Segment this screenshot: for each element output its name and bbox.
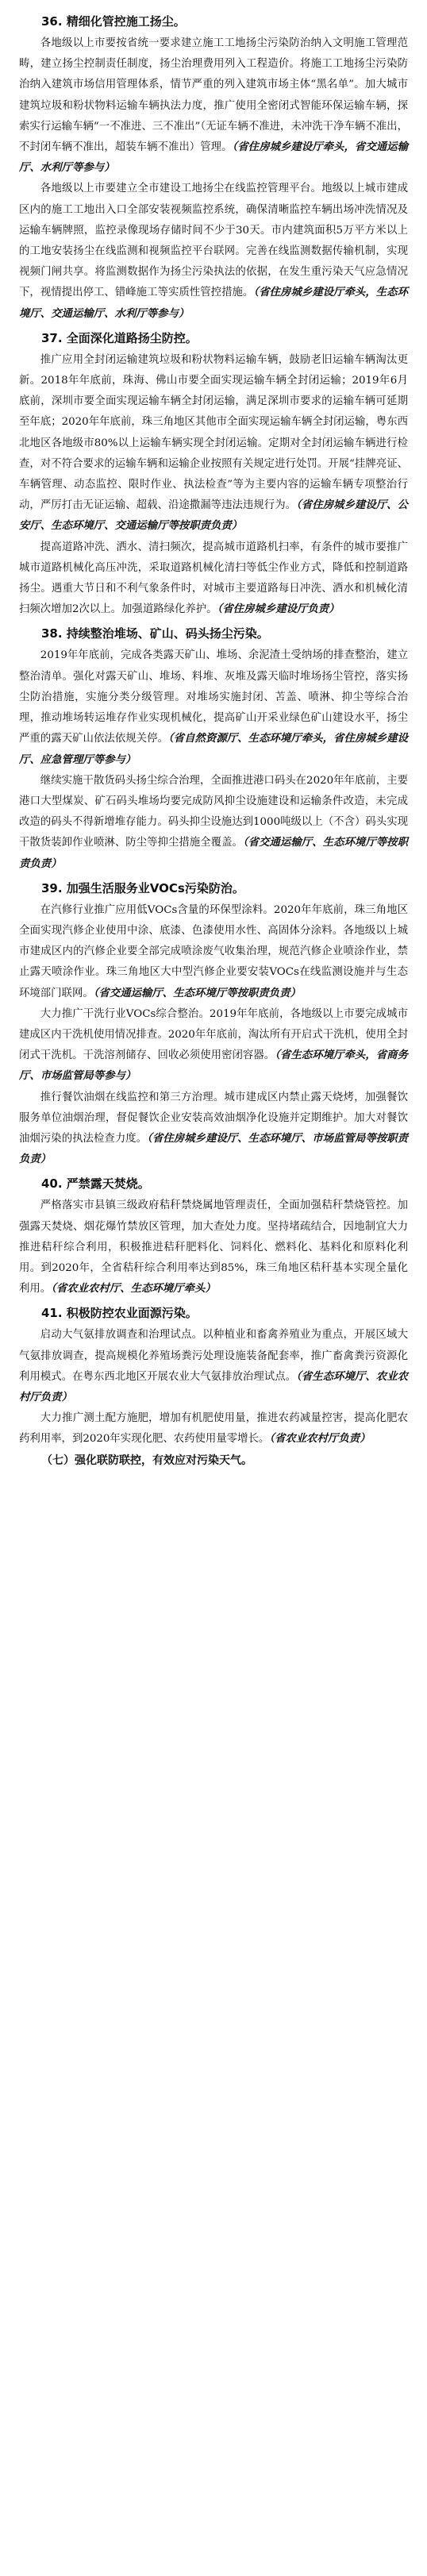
section-heading: 39. 加强生活服务业VOCs污染防治。 — [41, 880, 244, 895]
responsibility-note: （省住房城乡建设厅牵头，省交通运输厅、水利厅等参与） — [19, 141, 408, 175]
paragraph-text: 在汽修行业推广应用低VOCs含量的环保型涂料。2020年年底前，珠三角地区全面实现汽修企业使用中涂、底漆、色漆使用水性、高固体分涂料。各地级以上城市建成区内的汽修企业要全部完成喷涂废气收集治理，规范汽修企业喷涂作业，禁止露天喷涂作业。珠三角地区大中型汽修企业要安装VOCs在线监测设施并与生态环境部门联网。 — [19, 903, 408, 999]
paragraph-text: 严格落实市县镇三级政府秸秆禁烧属地管理责任，全面加强秸秆禁烧管控。加强露天焚烧、烟花爆竹禁放区管理，加大查处力度。坚持堵疏结合，因地制宜大力推进秸秆综合利用，积极推进秸秆肥料化、饲料化、燃料化、基料化和原料化利用。到2020年，全省秸秆综合利用率达到85%，珠三角地区秸秆基本实现全量化利用。 — [19, 1199, 408, 1296]
section-heading: 41. 积极防控农业面源污染。 — [41, 1306, 198, 1321]
responsibility-note: （省住房城乡建设厅负责） — [217, 603, 340, 616]
section-heading: 36. 精细化管控施工扬尘。 — [41, 14, 186, 29]
responsibility-note: （省生态环境厅、农业农村厅负责） — [19, 1370, 408, 1404]
responsibility-note: （省住房城乡建设厅、公安厅、生态环境厅、交通运输厅等按职责负责） — [19, 499, 408, 533]
body-paragraph — [19, 645, 408, 770]
paragraph-text: 提高道路冲洗、洒水、清扫频次，提高城市道路机扫率，有条件的城市要推广城市道路机械化高压冲洗，采取道路机械化清扫等低尘作业方式，降低和控制道路扬尘。遇重大节日和不利气象条件时，对城市主要道路每日冲洗、洒水和机械化清扫频次增加2次以上。加强道路绿化养护。 — [19, 541, 408, 616]
body-paragraph — [19, 1325, 408, 1408]
body-paragraph — [19, 1004, 408, 1088]
responsibility-note: （省自然资源厅、生态环境厅牵头，省住房城乡建设厅、应急管理厅等参与） — [19, 733, 408, 766]
body-paragraph — [19, 1088, 408, 1171]
body-paragraph — [19, 350, 408, 537]
chapter-subheading: （七）强化联防联控，有效应对污染天气。 — [41, 1454, 252, 1467]
responsibility-note: （省农业农村厅、生态环境厅牵头） — [51, 1283, 216, 1296]
paragraph-text: 启动大气氨排放调查和治理试点。以种植业和畜禽养殖业为重点，开展区域大气氨排放调查，提高规模化养殖场粪污处理设施装备配套率，推广畜禽粪污资源化利用模式。在粤东西北地区开展农业大气氨排放治理试点。 — [19, 1329, 408, 1383]
responsibility-note: （省住房城乡建设厅、生态环境厅、市场监管局等按职责负责） — [19, 1132, 408, 1166]
paragraph-text: 大力推广干洗行业VOCs综合整治。2019年年底前，各地级以上市要完成城市建成区内干洗机使用情况排查。2020年年底前，淘汰所有开启式干洗机，使用全封闭式干洗机。干洗溶剂储存、回收必须使用密闭容器。 — [19, 1007, 408, 1062]
paragraph-text: 各地级以上市要建立全市建设工地扬尘在线监控管理平台。地级以上城市建成区内的施工工地出入口全部安装视频监控系统，确保清晰监控车辆出场冲洗情况及运输车辆牌照，监控录像现场存储时间不少于30天。市内建筑面积5万平方米以上的工地安装扬尘在线监测和视频监控平台联网。完善在线监测数据传输机制，实现视频门闸共享。将监测数据作为扬尘污染执法的依据，在发生重污染天气应急情况下，视情提出停工、错峰施工等实质性管控措施。 — [19, 183, 408, 299]
body-paragraph — [19, 179, 408, 324]
paragraph-text: 推行餐饮油烟在线监控和第三方治理。城市建成区内禁止露天烧烤，加强餐饮服务单位油烟治理，督促餐饮企业安装高效油烟净化设施并定期维护。加大对餐饮油烟污染的执法检查力度。 — [19, 1091, 408, 1145]
paragraph-text: 大力推广测土配方施肥，增加有机肥使用量，推进农药减量控害，提高化肥农药利用率，到2020年实现化肥、农药使用量零增长。 — [19, 1412, 408, 1446]
paragraph-text: 推广应用全封闭运输建筑垃圾和粉状物料运输车辆，鼓励老旧运输车辆淘汰更新。2018年年底前，珠海、佛山市要全面实现运输车辆全封闭运输；2019年6月底前，深圳市要全面实现运输车辆全封闭运输，满足深圳市要求的运输车辆可延期至年底；2020年年底前，珠三角地区其他市全面实现运输车辆全封闭运输，粤东西北地区各地级市80%以上运输车辆实现全封闭运输。定期对全封闭运输车辆进行检查，对不符合要求的运输车辆和运输企业按照有关规定进行处罚。开展“挂牌亮证、车辆管理、动态监控、限时作业、执法检查”等为主要内容的运输车辆专项整治行动，严厉打击无证运输、超载、沿途撒漏等违法违规行为。 — [19, 353, 408, 512]
responsibility-note: （省农业农村厅负责） — [269, 1433, 371, 1446]
body-paragraph — [19, 1196, 408, 1300]
body-paragraph — [19, 771, 408, 875]
responsibility-note: （省生态环境厅牵头，省商务厅、市场监管局等参与） — [19, 1049, 408, 1083]
responsibility-note: （省交通运输厅、生态环境厅等按职责负责） — [93, 987, 301, 999]
section-heading: 40. 严禁露天焚烧。 — [41, 1176, 150, 1192]
section-heading: 38. 持续整治堆场、矿山、码头扬尘污染。 — [41, 626, 269, 641]
responsibility-note: （省交通运输厅、生态环境厅等按职责负责） — [19, 837, 408, 870]
paragraph-text: 2019年年底前，完成各类露天矿山、堆场、余泥渣土受纳场的排查整治，建立整治清单。强化对露天矿山、堆场、料堆、灰堆及露天临时堆场扬尘管控，落实扬尘防治措施，实施分类分级管理。对堆场实施封闭、苫盖、喷淋、抑尘等综合治理，推动堆场转运堆存作业实现机械化，提高矿山开采业绿色矿山建设水平，扬尘严重的露天矿山依法依规关停。 — [19, 649, 408, 745]
body-paragraph — [19, 900, 408, 1004]
responsibility-note: （省住房城乡建设厅牵头，生态环境厅、交通运输厅、水利厅等参与） — [19, 287, 408, 320]
paragraph-text: 各地级以上市要按省统一要求建立施工工地扬尘污染防治纳入文明施工管理范畴，建立扬尘控制责任制度，扬尘治理费用列入工程造价。将施工工地扬尘污染防治纳入建筑市场信用管理体系，情节严重的列入建筑市场主体“黑名单”。加大城市建筑垃圾和粉状物料运输车辆执法力度，推广使用全密闭式智能环保运输车辆，探索实行运输车辆“一不准进、三不准出”（无证车辆不准进，未冲洗干净车辆不准出，不封闭车辆不准出，超装车辆不准出）管理。 — [19, 37, 408, 154]
body-paragraph — [19, 33, 408, 179]
section-heading: 37. 全面深化道路扬尘防控。 — [41, 330, 198, 345]
paragraph-text: 继续实施干散货码头扬尘综合治理，全面推进港口码头在2020年年底前，主要港口大型煤炭、矿石码头堆场均要完成防风抑尘设施建设和运输条件改造，未完成改造的码头不得新增堆存能力。码头抑尘设施达到1000吨级以上（不含）码头实现干散货装卸作业喷淋、防尘等抑尘措施全覆盖。 — [19, 774, 408, 849]
body-paragraph — [19, 1408, 408, 1450]
body-paragraph — [19, 537, 408, 621]
